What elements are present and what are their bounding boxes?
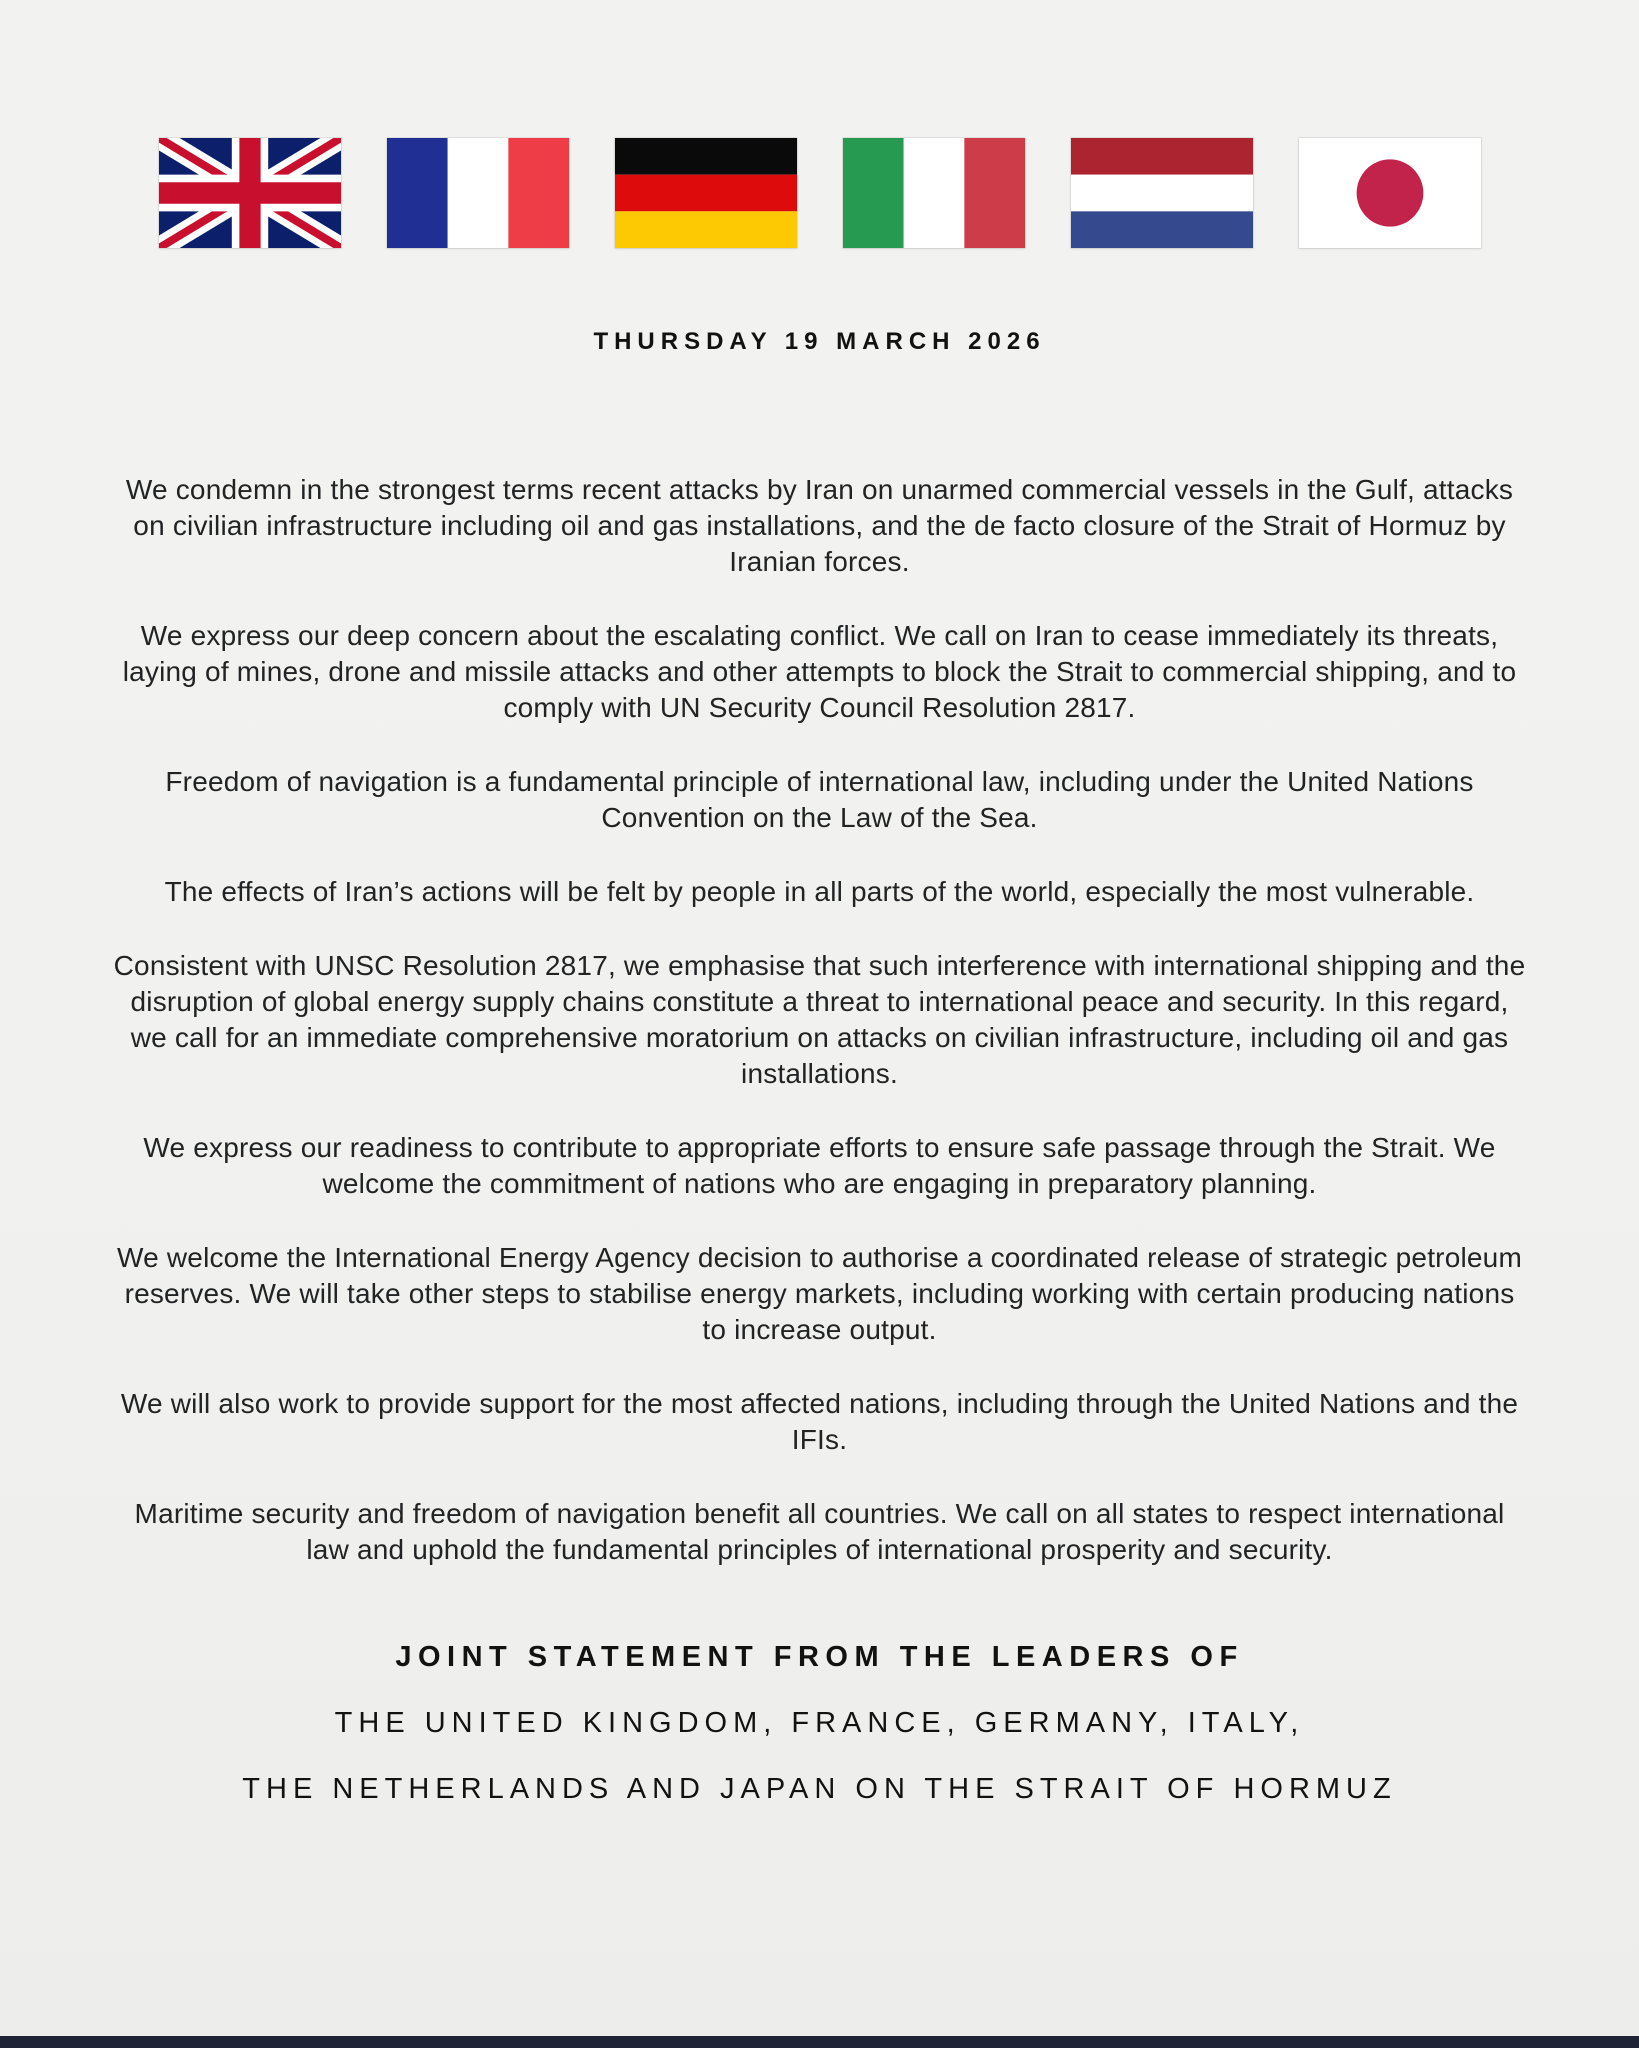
statement-paragraph: We express our deep concern about the escalating conflict. We call on Iran to cease immediately its threats, laying of mines, drone and missile attacks and other attempts to block the Strait to commercial shipping, and to comply with UN Security Council Resolution 2817. — [122, 620, 1517, 723]
statement-paragraph: We express our readiness to contribute to appropriate efforts to ensure safe passage through the Strait. We welcome the commitment of nations who are engaging in preparatory planning. — [143, 1132, 1496, 1199]
footer-title-line-2: THE UNITED KINGDOM, FRANCE, GERMANY, ITALY, — [334, 1707, 1305, 1739]
footer-title-line-3: THE NETHERLANDS AND JAPAN ON THE STRAIT OF HORMUZ — [242, 1773, 1397, 1805]
statement-paragraph: We condemn in the strongest terms recent attacks by Iran on unarmed commercial vessels in the Gulf, attacks on civilian infrastructure including oil and gas installations, and the de facto closure of the Strait of Hormuz by Iranian forces. — [125, 474, 1514, 577]
statement-paragraph: We will also work to provide support for the most affected nations, including through the United Nations and the IFIs. — [120, 1388, 1519, 1455]
japan-flag-icon — [1299, 138, 1481, 248]
statement-footer — [0, 1642, 1639, 1804]
statement-paragraph: The effects of Iran’s actions will be felt by people in all parts of the world, especially the most vulnerable. — [164, 876, 1475, 907]
statement-paragraph: Consistent with UNSC Resolution 2817, we emphasise that such interference with international shipping and the disruption of global energy supply chains constitute a threat to international peace and security. In this regard, we call for an immediate comprehensive moratorium on attacks on civilian infrastructure, including oil and gas installations. — [113, 950, 1526, 1089]
netherlands-flag-icon — [1071, 138, 1253, 248]
italy-flag-icon — [843, 138, 1025, 248]
statement-date: THURSDAY 19 MARCH 2026 — [593, 328, 1046, 355]
statement-paragraph: Freedom of navigation is a fundamental principle of international law, including under the United Nations Convention on the Law of the Sea. — [165, 766, 1474, 833]
statement-body — [110, 472, 1530, 1568]
statement-paragraph: Maritime security and freedom of navigation benefit all countries. We call on all states to respect international law and uphold the fundamental principles of international prosperity and security. — [134, 1498, 1505, 1565]
germany-flag-icon — [615, 138, 797, 248]
france-flag-icon — [387, 138, 569, 248]
flags-row — [0, 0, 1639, 248]
statement-paragraph: We welcome the International Energy Agency decision to authorise a coordinated release of strategic petroleum reserves. We will take other steps to stabilise energy markets, including working with certain producing nations to increase output. — [117, 1242, 1522, 1345]
footer-title-line-1: JOINT STATEMENT FROM THE LEADERS OF — [395, 1641, 1244, 1673]
uk-flag-icon — [159, 138, 341, 248]
bottom-bar — [0, 2036, 1639, 2048]
